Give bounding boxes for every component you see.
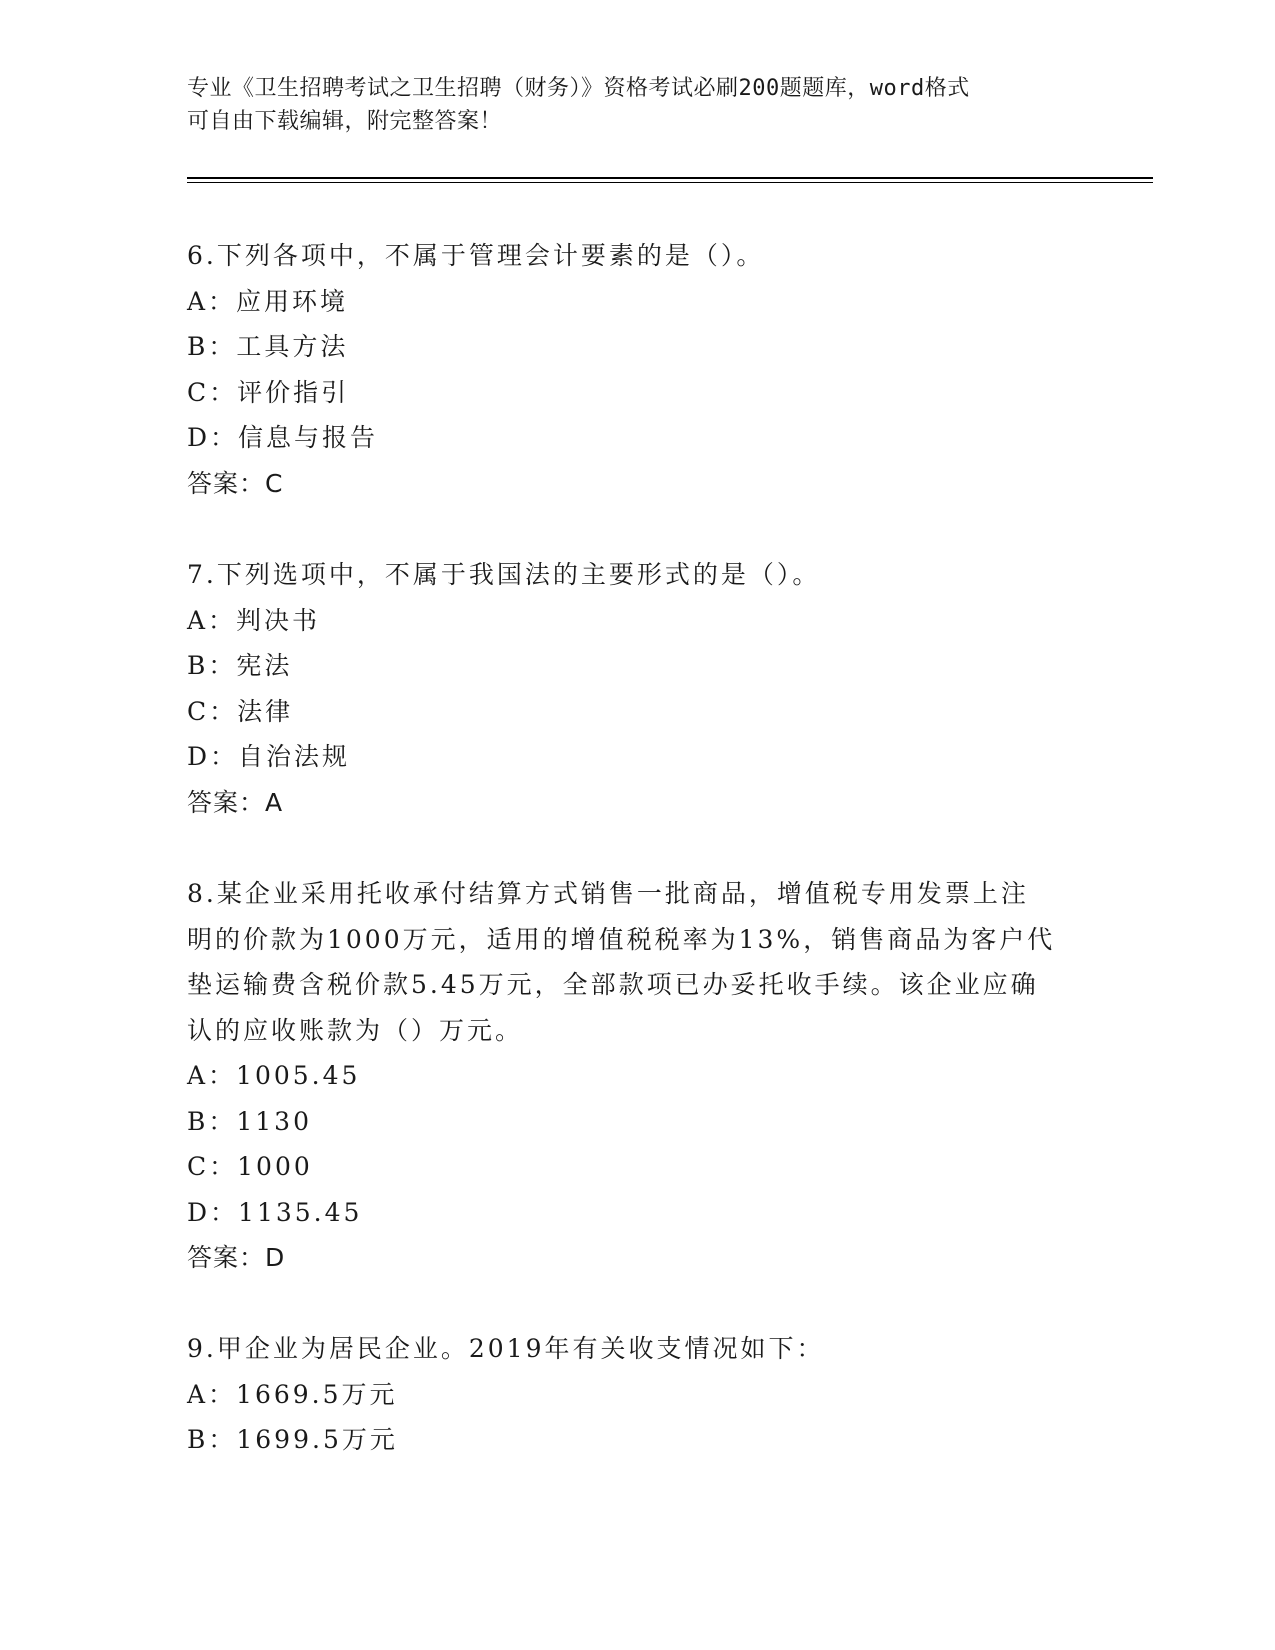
- option-a: A：1005.45: [187, 1061, 361, 1090]
- option-a: A：1669.5万元: [187, 1379, 398, 1409]
- option-b: B：1130: [187, 1106, 312, 1136]
- question-stem-line-2: 明的价款为1000万元，适用的增值税税率为13%，销售商品为客户代: [187, 924, 1056, 954]
- answer: 答案：C: [187, 468, 284, 498]
- answer: 答案：A: [187, 787, 284, 817]
- header-divider-thick: [187, 177, 1153, 179]
- option-c: C：法律: [187, 696, 294, 726]
- option-c: C：1000: [187, 1152, 313, 1181]
- option-b: B：1699.5万元: [187, 1425, 398, 1454]
- question-stem-line-1: 8.某企业采用托收承付结算方式销售一批商品，增值税专用发票上注: [187, 879, 1029, 908]
- option-d: D：信息与报告: [187, 423, 379, 452]
- question-7: [187, 552, 1067, 825]
- header-divider-thin: [187, 182, 1153, 183]
- question-stem: 6.下列各项中，不属于管理会计要素的是（）。: [187, 241, 765, 270]
- question-stem-line-3: 垫运输费含税价款5.45万元，全部款项已办妥托收手续。该企业应确: [187, 970, 1039, 999]
- option-b: B：工具方法: [187, 332, 349, 361]
- question-6: [187, 233, 1067, 506]
- option-d: D：1135.45: [187, 1197, 363, 1227]
- answer: 答案：D: [187, 1243, 286, 1272]
- option-b: B：宪法: [187, 651, 293, 680]
- option-a: A：判决书: [187, 605, 321, 635]
- option-d: D：自治法规: [187, 742, 351, 771]
- question-stem-line-4: 认的应收账款为（）万元。: [187, 1015, 524, 1045]
- header-line-1: 专业《卫生招聘考试之卫生招聘（财务）》资格考试必刷200题题库，word格式: [187, 76, 970, 101]
- document-header: [187, 72, 1067, 138]
- question-stem: 7.下列选项中，不属于我国法的主要形式的是（）。: [187, 560, 821, 589]
- option-c: C：评价指引: [187, 377, 350, 407]
- question-9: [187, 1326, 1067, 1463]
- header-line-2: 可自由下载编辑，附完整答案！: [187, 109, 503, 134]
- question-stem: 9.甲企业为居民企业。2019年有关收支情况如下：: [187, 1334, 825, 1363]
- question-8: [187, 871, 1067, 1281]
- option-a: A：应用环境: [187, 286, 349, 316]
